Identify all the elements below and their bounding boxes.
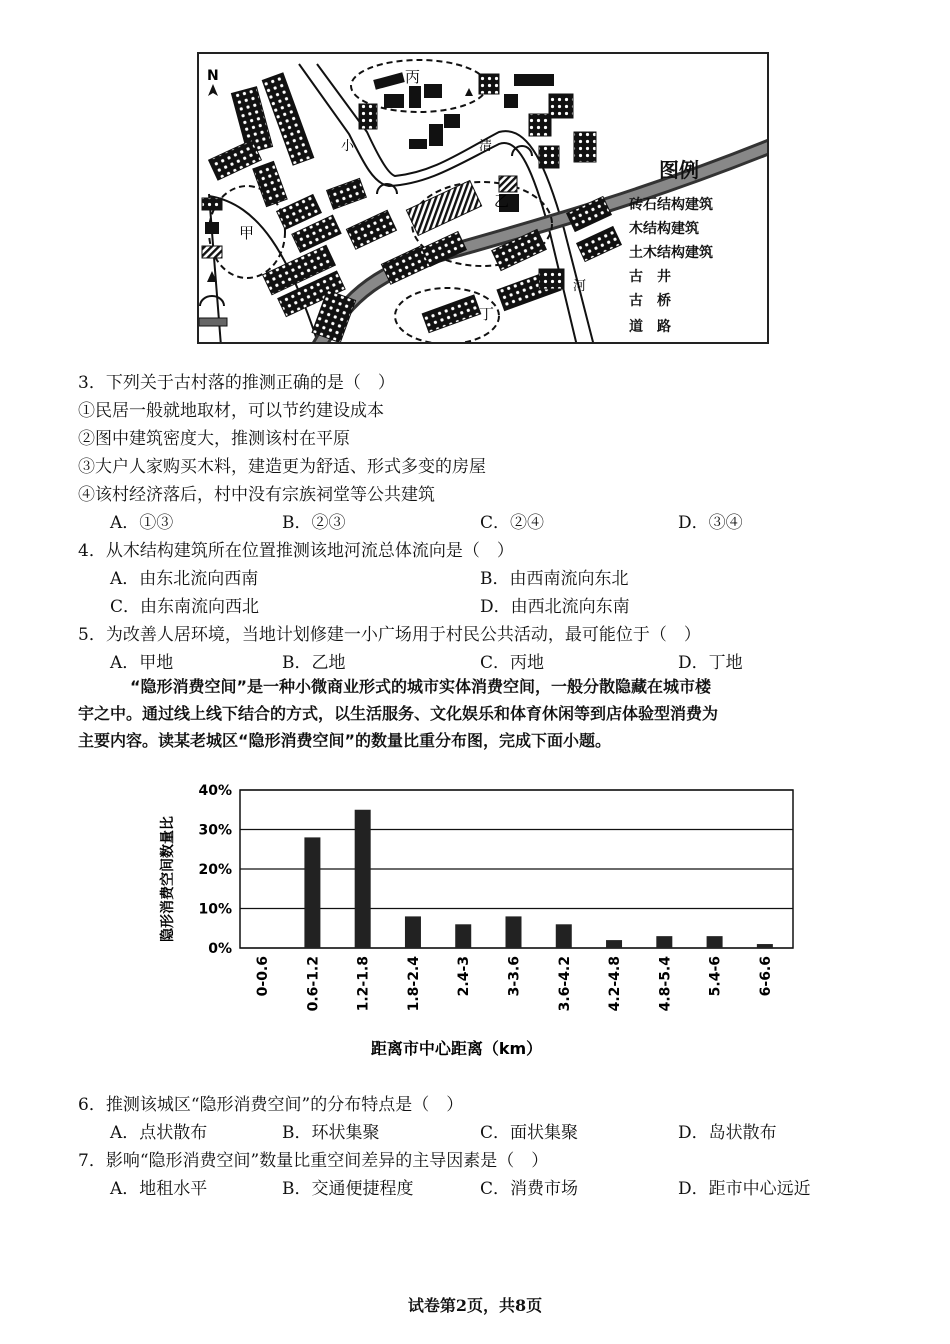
x-tick-label: 1.8-2.4 — [405, 956, 422, 1012]
passage-line-1: “隐形消费空间”是一种小微商业形式的城市实体消费空间，一般分散隐藏在城市楼 — [130, 677, 712, 696]
passage-line-3: 主要内容。读某老城区“隐形消费空间”的数量比重分布图，完成下面小题。 — [78, 731, 612, 750]
bar — [606, 940, 622, 948]
north-label: N — [207, 68, 219, 84]
q7-option-d[interactable]: D．距市中心远近 — [678, 1179, 811, 1199]
bar — [757, 944, 773, 948]
x-tick-label: 3-3.6 — [506, 956, 523, 997]
q7-option-b[interactable]: B．交通便捷程度 — [282, 1179, 414, 1199]
legend-label-wood: 木结构建筑 — [629, 221, 699, 237]
label-ding: 丁 — [479, 305, 495, 323]
q3-statement-1: ①民居一般就地取材，可以节约建设成本 — [78, 401, 384, 421]
bar — [304, 837, 320, 948]
bar — [405, 916, 421, 948]
q5-stem: 5．为改善人居环境，当地计划修建一小广场用于村民公共活动，最可能位于（ ） — [78, 625, 701, 645]
passage-line-2: 宇之中。通过线上线下结合的方式，以生活服务、文化娱乐和体育休闲等到店体验型消费为 — [78, 704, 719, 723]
q5-option-d[interactable]: D．丁地 — [678, 653, 743, 673]
x-tick-label: 1.2-1.8 — [355, 956, 372, 1012]
q3-option-b[interactable]: B．②③ — [282, 513, 346, 533]
label-qing: 清 — [479, 139, 493, 154]
bar — [556, 924, 572, 948]
q6-option-b[interactable]: B．环状集聚 — [282, 1123, 380, 1143]
bar — [506, 916, 522, 948]
legend-label-earthwood: 土木结构建筑 — [629, 245, 713, 261]
legend-label-bridge: 古 桥 — [629, 293, 671, 309]
q7-option-a[interactable]: A．地租水平 — [110, 1179, 208, 1199]
chart-svg — [150, 770, 810, 1070]
label-yi: 乙 — [494, 192, 510, 210]
q3-stem: 3．下列关于古村落的推测正确的是（ ） — [78, 373, 395, 393]
x-tick-label: 0-0.6 — [255, 956, 272, 997]
y-tick-label: 30% — [198, 822, 232, 839]
q7-stem: 7．影响“隐形消费空间”数量比重空间差异的主导因素是（ ） — [78, 1151, 549, 1171]
earthwood-icon — [202, 246, 222, 258]
road-icon — [199, 318, 227, 326]
legend-label-brick: 砖石结构建筑 — [629, 197, 713, 213]
q7-option-c[interactable]: C．消费市场 — [480, 1179, 579, 1199]
well-icon — [207, 271, 217, 282]
q5-option-a[interactable]: A．甲地 — [110, 653, 174, 673]
legend-title: 图例 — [659, 158, 699, 182]
page-footer: 试卷第2页，共8页 — [407, 1296, 543, 1315]
label-bing: 丙 — [405, 68, 421, 86]
label-jia: 甲 — [239, 224, 255, 242]
legend-symbols — [199, 194, 229, 344]
y-axis-label: 隐形消费空间数量比 — [160, 816, 176, 942]
bar — [656, 936, 672, 948]
q4-option-a[interactable]: A．由东北流向西南 — [110, 569, 259, 589]
q3-statement-3: ③大户人家购买木料，建造更为舒适、形式多变的房屋 — [78, 457, 486, 477]
y-tick-label: 0% — [208, 941, 232, 957]
x-tick-label: 4.2-4.8 — [607, 956, 624, 1012]
q6-stem: 6．推测该城区“隐形消费空间”的分布特点是（ ） — [78, 1095, 464, 1115]
bar — [707, 936, 723, 948]
north-arrow-icon — [208, 84, 218, 96]
q3-statement-4: ④该村经济落后，村中没有宗族祠堂等公共建筑 — [78, 485, 435, 505]
bridge-icon — [200, 296, 224, 306]
brick-icon — [202, 198, 222, 210]
label-he: 河 — [573, 279, 587, 294]
wood-icon — [205, 222, 219, 234]
q4-option-c[interactable]: C．由东南流向西北 — [110, 597, 260, 617]
q6-option-c[interactable]: C．面状集聚 — [480, 1123, 579, 1143]
y-tick-label: 40% — [198, 783, 232, 799]
q5-option-c[interactable]: C．丙地 — [480, 653, 545, 673]
q4-option-d[interactable]: D．由西北流向东南 — [480, 597, 630, 617]
x-tick-label: 0.6-1.2 — [305, 956, 322, 1012]
y-tick-label: 20% — [198, 862, 232, 878]
well-icon — [465, 88, 473, 96]
x-tick-label: 2.4-3 — [456, 956, 473, 997]
q3-statement-2: ②图中建筑密度大，推测该村在平原 — [78, 429, 350, 449]
q3-option-d[interactable]: D．③④ — [678, 513, 743, 533]
bar — [455, 924, 471, 948]
legend-label-well: 古 井 — [629, 269, 671, 285]
y-tick-label: 10% — [198, 901, 232, 918]
village-map — [197, 52, 769, 344]
x-tick-label: 6-6.6 — [757, 956, 774, 997]
q5-option-b[interactable]: B．乙地 — [282, 653, 346, 673]
x-tick-label: 3.6-4.2 — [556, 956, 573, 1012]
x-axis-label: 距离市中心距离（km） — [370, 1039, 543, 1058]
bar-chart — [150, 770, 810, 1070]
q3-option-a[interactable]: A．①③ — [110, 513, 174, 533]
bar — [355, 810, 371, 948]
legend-label-road: 道 路 — [629, 319, 671, 335]
q6-option-a[interactable]: A．点状散布 — [110, 1123, 208, 1143]
q4-stem: 4．从木结构建筑所在位置推测该地河流总体流向是（ ） — [78, 541, 514, 561]
label-xiao: 小 — [341, 139, 355, 154]
q4-option-b[interactable]: B．由西南流向东北 — [480, 569, 629, 589]
q6-option-d[interactable]: D．岛状散布 — [678, 1123, 777, 1143]
x-tick-label: 5.4-6 — [707, 956, 724, 997]
x-tick-label: 4.8-5.4 — [657, 956, 674, 1012]
q3-option-c[interactable]: C．②④ — [480, 513, 545, 533]
